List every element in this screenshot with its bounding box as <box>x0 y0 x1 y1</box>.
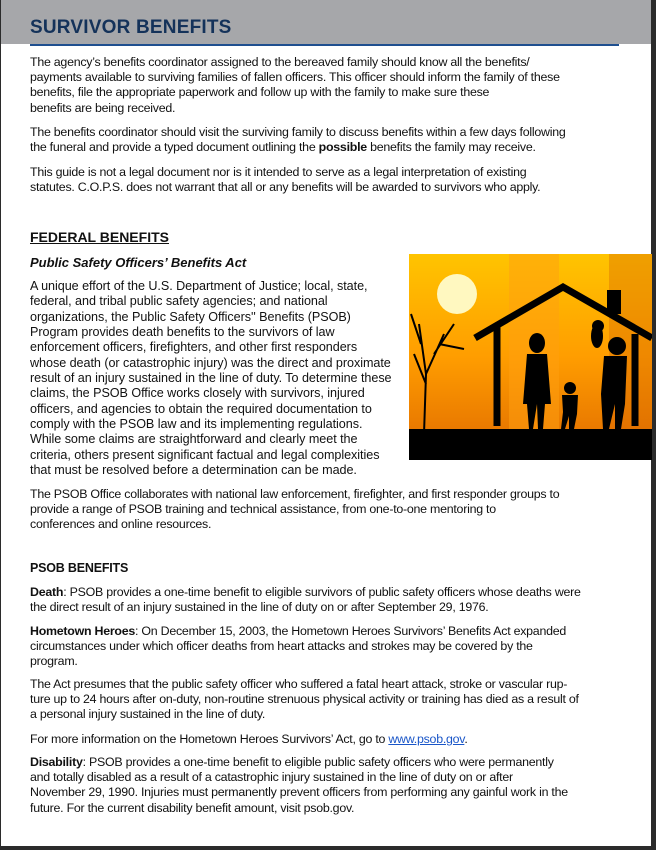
text-line <box>30 140 565 155</box>
psob-benefits-heading: PSOB BENEFITS <box>30 561 129 575</box>
text-line: The benefits coordinator should visit the surviving family to discuss benefits within a few days following <box>30 125 566 139</box>
text-line: future. For the current disability benefit amount, visit psob.gov. <box>30 800 355 815</box>
text: PSOB provides a one-time benefit to eligible survivors of public safety officers whose deaths were <box>69 585 581 599</box>
text-line: enforcement officers, firefighters, and other first responders <box>30 340 358 355</box>
text-line: The PSOB Office collaborates with national law enforcement, firefighter, and first responder groups to <box>30 487 560 501</box>
text-line: result of an injury sustained in the line of duty. To determine these <box>30 371 392 386</box>
text-line: the direct result of an injury sustained in the line of duty on or after September 29, 1976. <box>30 600 489 615</box>
text-line: benefits are being received. <box>30 100 176 115</box>
emphasis-possible: possible <box>318 140 367 155</box>
text-line: whose death (or catastrophic injury) was the direct and proximate <box>30 355 391 370</box>
text-line: While some claims are straightforward and clearly meet the <box>30 432 358 447</box>
text-line: and totally disabled as a result of a catastrophic injury sustained in the line of duty on or after <box>30 770 513 785</box>
text-line: claims, the PSOB Office works closely with survivors, injured <box>30 386 365 401</box>
text-line: criteria, others present significant factual and legal complexities <box>30 447 380 462</box>
text: the funeral and provide a typed document outlining the <box>30 140 319 155</box>
text-line: payments available to surviving families of fallen officers. This officer should inform the family of these <box>30 70 560 85</box>
text-line: Disability: PSOB provides a one-time benefit to eligible public safety officers who were permanently <box>30 755 554 769</box>
text-line: organizations, the Public Safety Officers'' Benefits (PSOB) <box>30 309 351 324</box>
text-line: A unique effort of the U.S. Department of Justice; local, state, <box>30 279 368 293</box>
text-line: comply with the PSOB law and its implementing regulations. <box>30 417 363 432</box>
text-line: statutes. C.O.P.S. does not warrant that all or any benefits will be awarded to survivors who apply. <box>30 180 541 195</box>
text-line: program. <box>30 654 78 669</box>
text-line: provide a range of PSOB training and technical assistance, from one-to-one mentoring to <box>30 502 496 517</box>
act-presumption-paragraph <box>30 677 579 723</box>
death-label: Death <box>30 585 64 599</box>
psob-act-subheading: Public Safety Officers’ Benefits Act <box>30 255 247 270</box>
disability-label: Disability <box>30 755 83 769</box>
federal-benefits-heading: FEDERAL BENEFITS <box>30 229 169 245</box>
intro-paragraph-3 <box>30 165 540 195</box>
sun-icon <box>437 274 477 314</box>
death-benefit-paragraph <box>30 585 581 615</box>
title-rule <box>30 44 619 46</box>
text-line: The agency’s benefits coordinator assigned to the bereaved family should know all the benefits/ <box>30 55 530 69</box>
text-line: benefits, file the appropriate paperwork and follow up with the family to make sure these <box>30 85 490 100</box>
text-line: The Act presumes that the public safety officer who suffered a fatal heart attack, stroke or vascular rup- <box>30 677 568 691</box>
text-line: ture up to 24 hours after on-duty, non-routine strenuous physical activity or training has died as a result of <box>30 692 579 707</box>
text: benefits the family may receive. <box>366 140 536 155</box>
text-line: Program provides death benefits to the survivors of law <box>30 325 335 340</box>
disability-benefit-paragraph <box>30 755 568 816</box>
text-line: a personal injury sustained in the line of duty. <box>30 707 266 722</box>
text-line: Hometown Heroes: On December 15, 2003, the Hometown Heroes Survivors’ Benefits Act expanded <box>30 624 567 638</box>
document-page <box>1 0 651 846</box>
text-line: federal, and tribal public safety agencies; and national <box>30 294 328 309</box>
psob-act-paragraph <box>30 279 392 478</box>
text-line: Death: PSOB provides a one-time benefit to eligible survivors of public safety officers whose deaths were <box>30 585 581 599</box>
page-title: SURVIVOR BENEFITS <box>30 17 232 38</box>
text-line: circumstances under which officer deaths from heart attacks and strokes may be covered by the <box>30 639 533 654</box>
hometown-heroes-label: Hometown Heroes <box>30 624 136 638</box>
psob-website-link[interactable]: www.psob.gov <box>388 732 465 746</box>
family-house-illustration <box>409 254 652 460</box>
intro-paragraph-1 <box>30 55 560 116</box>
text-line: This guide is not a legal document nor is it intended to serve as a legal interpretation of existing <box>30 165 527 179</box>
text-line: conferences and online resources. <box>30 517 212 532</box>
more-info-paragraph <box>30 732 468 747</box>
text-line: that must be resolved before a determination can be made. <box>30 463 357 478</box>
intro-paragraph-2 <box>30 125 565 155</box>
text-line: officers, and agencies to obtain the required documentation to <box>30 401 372 416</box>
text-line: November 29, 1990. Injuries must permanently prevent officers from performing any gainful work in the <box>30 785 568 800</box>
text: For more information on the Hometown Heroes Survivors’ Act, go to <box>30 732 389 746</box>
text: On December 15, 2003, the Hometown Heroes Survivors’ Benefits Act expanded <box>141 624 567 638</box>
text-line: For more information on the Hometown Heroes Survivors’ Act, go to www.psob.gov. <box>30 732 468 746</box>
hometown-heroes-paragraph <box>30 624 566 670</box>
text: PSOB provides a one-time benefit to eligible public safety officers who were permanently <box>88 755 554 769</box>
psob-office-paragraph <box>30 487 559 533</box>
